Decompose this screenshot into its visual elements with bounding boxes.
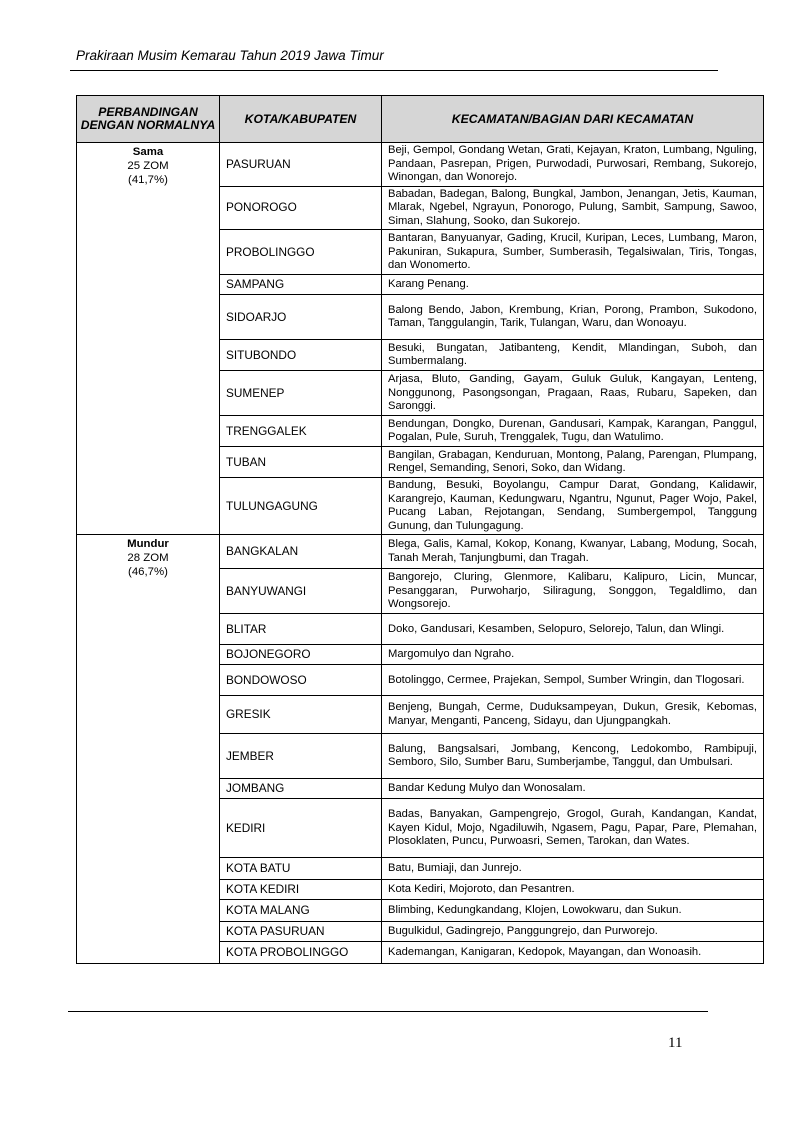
city-cell: GRESIK (220, 696, 382, 734)
city-cell: BANYUWANGI (220, 569, 382, 614)
district-cell: Batu, Bumiaji, dan Junrejo. (382, 858, 764, 880)
district-cell: Kota Kediri, Mojoroto, dan Pesantren. (382, 880, 764, 900)
city-cell: KOTA PROBOLINGGO (220, 942, 382, 964)
district-cell: Bandar Kedung Mulyo dan Wonosalam. (382, 779, 764, 799)
running-header-title: Prakiraan Musim Kemarau Tahun 2019 Jawa Timur (76, 48, 384, 63)
comparison-group-cell (77, 535, 220, 964)
district-cell: Doko, Gandusari, Kesamben, Selopuro, Selorejo, Talun, dan Wlingi. (382, 614, 764, 645)
city-cell: KOTA KEDIRI (220, 880, 382, 900)
forecast-table (76, 95, 764, 964)
city-cell: SAMPANG (220, 275, 382, 295)
city-cell: SUMENEP (220, 371, 382, 416)
city-cell: SIDOARJO (220, 295, 382, 340)
city-cell: TRENGGALEK (220, 416, 382, 447)
district-cell: Bangorejo, Cluring, Glenmore, Kalibaru, Kalipuro, Licin, Muncar, Pesanggaran, Purwoharjo, Siliragung, Songgon, Tegaldlimo, dan Wongsorejo. (382, 569, 764, 614)
comparison-group-percent: (41,7%) (128, 174, 168, 186)
city-cell: SITUBONDO (220, 340, 382, 371)
city-cell: KOTA PASURUAN (220, 922, 382, 942)
district-cell: Babadan, Badegan, Balong, Bungkal, Jambon, Jenangan, Jetis, Kauman, Mlarak, Ngebel, Ngrayun, Ponorogo, Pulung, Sambit, Sampung, Sawoo, Siman, Slahung, Sooko, dan Sukorejo. (382, 187, 764, 230)
district-cell: Kademangan, Kanigaran, Kedopok, Mayangan, dan Wonoasih. (382, 942, 764, 964)
table-body (77, 143, 764, 964)
page-number: 11 (668, 1035, 683, 1051)
district-cell: Bandung, Besuki, Boyolangu, Campur Darat, Gondang, Kalidawir, Karangrejo, Kauman, Kedungwaru, Ngantru, Ngunut, Pager Wojo, Pakel, Pucang Laban, Rejotangan, Sendang, Sumbergempol, Tanggung Gunung, dan Tulungagung. (382, 478, 764, 535)
city-cell: BOJONEGORO (220, 645, 382, 665)
district-cell: Beji, Gempol, Gondang Wetan, Grati, Kejayan, Kraton, Lumbang, Nguling, Pandaan, Pasrepan, Prigen, Purwodadi, Purwosari, Rembang, Sukorejo, Winongan, dan Wonorejo. (382, 143, 764, 187)
city-cell: PROBOLINGGO (220, 230, 382, 275)
district-cell: Besuki, Bungatan, Jatibanteng, Kendit, Mlandingan, Suboh, dan Sumbermalang. (382, 340, 764, 371)
comparison-group-name: Mundur (127, 538, 169, 551)
city-cell: PONOROGO (220, 187, 382, 230)
column-header-comparison: PERBANDINGAN DENGAN NORMALNYA (77, 96, 220, 143)
city-cell: BLITAR (220, 614, 382, 645)
district-cell: Balong Bendo, Jabon, Krembung, Krian, Porong, Prambon, Sukodono, Taman, Tanggulangin, Tarik, Tulangan, Waru, dan Wonoayu. (382, 295, 764, 340)
district-cell: Karang Penang. (382, 275, 764, 295)
comparison-group-name: Sama (132, 146, 164, 158)
comparison-group-percent: (46,7%) (128, 566, 168, 579)
city-cell: PASURUAN (220, 143, 382, 187)
city-cell: KOTA BATU (220, 858, 382, 880)
district-cell: Botolinggo, Cermee, Prajekan, Sempol, Sumber Wringin, dan Tlogosari. (382, 665, 764, 696)
district-cell: Margomulyo dan Ngraho. (382, 645, 764, 665)
table-header-row (77, 96, 764, 143)
district-cell: Balung, Bangsalsari, Jombang, Kencong, Ledokombo, Rambipuji, Semboro, Silo, Sumber Baru, Sumberjambe, Tanggul, dan Umbulsari. (382, 734, 764, 779)
comparison-group-count: 25 ZOM (127, 160, 169, 172)
district-cell: Arjasa, Bluto, Ganding, Gayam, Guluk Guluk, Kangayan, Lenteng, Nonggunong, Pasongsongan, Pragaan, Raas, Rubaru, Sapeken, dan Saronggi. (382, 371, 764, 416)
comparison-group-cell (77, 143, 220, 535)
city-cell: BONDOWOSO (220, 665, 382, 696)
column-header-city: KOTA/KABUPATEN (220, 96, 382, 143)
footer-rule (68, 1011, 708, 1012)
district-cell: Bendungan, Dongko, Durenan, Gandusari, Kampak, Karangan, Panggul, Pogalan, Pule, Suruh, Trenggalek, Tugu, dan Watulimo. (382, 416, 764, 447)
district-cell: Bangilan, Grabagan, Kenduruan, Montong, Palang, Parengan, Plumpang, Rengel, Semanding, Senori, Soko, dan Widang. (382, 447, 764, 478)
city-cell: JEMBER (220, 734, 382, 779)
district-cell: Bantaran, Banyuanyar, Gading, Krucil, Kuripan, Leces, Lumbang, Maron, Pakuniran, Sukapura, Sumber, Sumberasih, Tegalsiwalan, Tiris, Tongas, dan Wonomerto. (382, 230, 764, 275)
district-cell: Blimbing, Kedungkandang, Klojen, Lowokwaru, dan Sukun. (382, 900, 764, 922)
district-cell: Badas, Banyakan, Gampengrejo, Grogol, Gurah, Kandangan, Kandat, Kayen Kidul, Mojo, Ngadiluwih, Ngasem, Pagu, Papar, Pare, Plemahan, Plosoklaten, Puncu, Purwoasri, Semen, Tarokan, dan Wates. (382, 799, 764, 858)
city-cell: KEDIRI (220, 799, 382, 858)
district-cell: Bugulkidul, Gadingrejo, Panggungrejo, dan Purworejo. (382, 922, 764, 942)
district-cell: Blega, Galis, Kamal, Kokop, Konang, Kwanyar, Labang, Modung, Socah, Tanah Merah, Tanjungbumi, dan Tragah. (382, 535, 764, 569)
table-row (77, 143, 764, 187)
column-header-district: KECAMATAN/BAGIAN DARI KECAMATAN (382, 96, 764, 143)
city-cell: JOMBANG (220, 779, 382, 799)
district-cell: Benjeng, Bungah, Cerme, Duduksampeyan, Dukun, Gresik, Kebomas, Manyar, Menganti, Panceng, Sidayu, dan Ujungpangkah. (382, 696, 764, 734)
city-cell: TUBAN (220, 447, 382, 478)
city-cell: TULUNGAGUNG (220, 478, 382, 535)
header-rule (70, 70, 718, 71)
city-cell: BANGKALAN (220, 535, 382, 569)
comparison-group-count: 28 ZOM (127, 552, 169, 565)
table-row (77, 535, 764, 569)
city-cell: KOTA MALANG (220, 900, 382, 922)
